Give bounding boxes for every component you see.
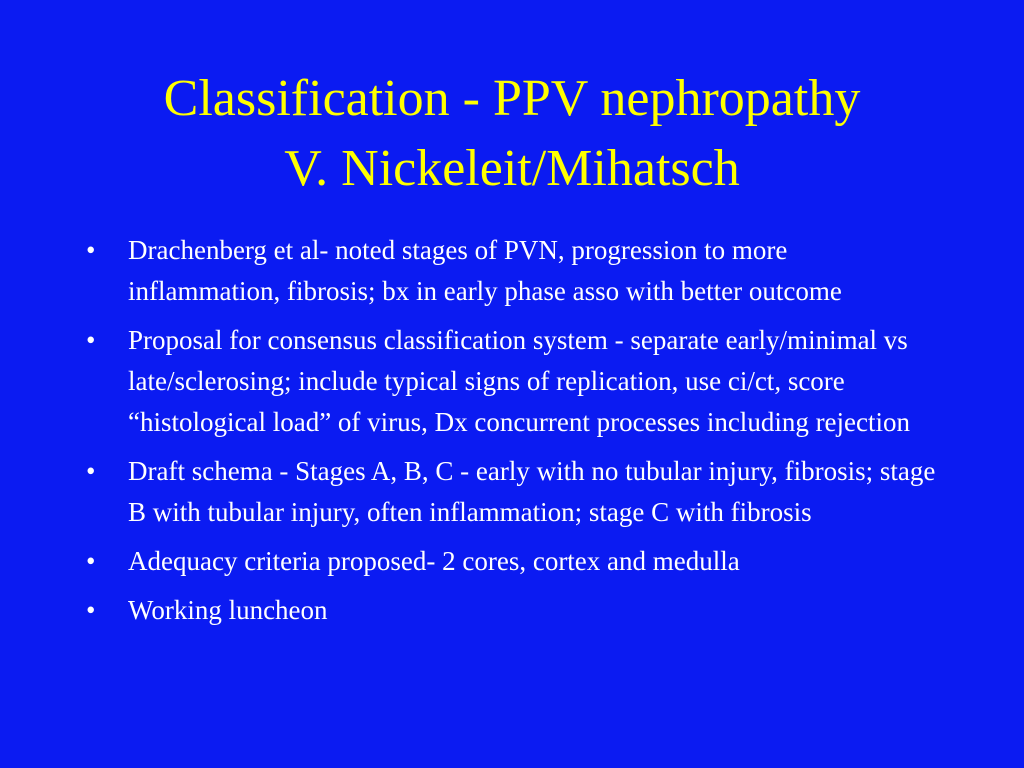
title-line-1: Classification - PPV nephropathy — [163, 70, 861, 127]
bullet-item — [84, 541, 944, 582]
bullet-marker-icon: • — [86, 595, 96, 625]
title-line-2: V. Nickeleit/Mihatsch — [284, 140, 740, 197]
bullet-item — [84, 320, 944, 443]
bullet-marker-icon: • — [86, 456, 96, 486]
bullet-marker-icon: • — [86, 546, 96, 576]
bullet-text: Adequacy criteria proposed- 2 cores, cortex and medulla — [128, 546, 740, 576]
bullet-marker-icon: • — [86, 325, 96, 355]
bullet-item — [84, 451, 944, 533]
bullet-item — [84, 590, 944, 631]
slide-title — [0, 64, 1024, 204]
bullet-text: Draft schema - Stages A, B, C - early with no tubular injury, fibrosis; stage B with tubular injury, often inflammation; stage C with fibrosis — [128, 456, 936, 527]
bullet-marker-icon: • — [86, 235, 96, 265]
bullet-text: Working luncheon — [128, 595, 328, 625]
bullet-item — [84, 230, 944, 312]
bullet-text: Drachenberg et al- noted stages of PVN, progression to more inflammation, fibrosis; bx in early phase asso with better outcome — [128, 235, 842, 306]
bullet-text: Proposal for consensus classification system - separate early/minimal vs late/sclerosing; include typical signs of replication, use ci/ct, score “histological load” of virus, Dx concurrent processes including rejection — [128, 325, 911, 437]
bullet-list — [84, 230, 944, 639]
